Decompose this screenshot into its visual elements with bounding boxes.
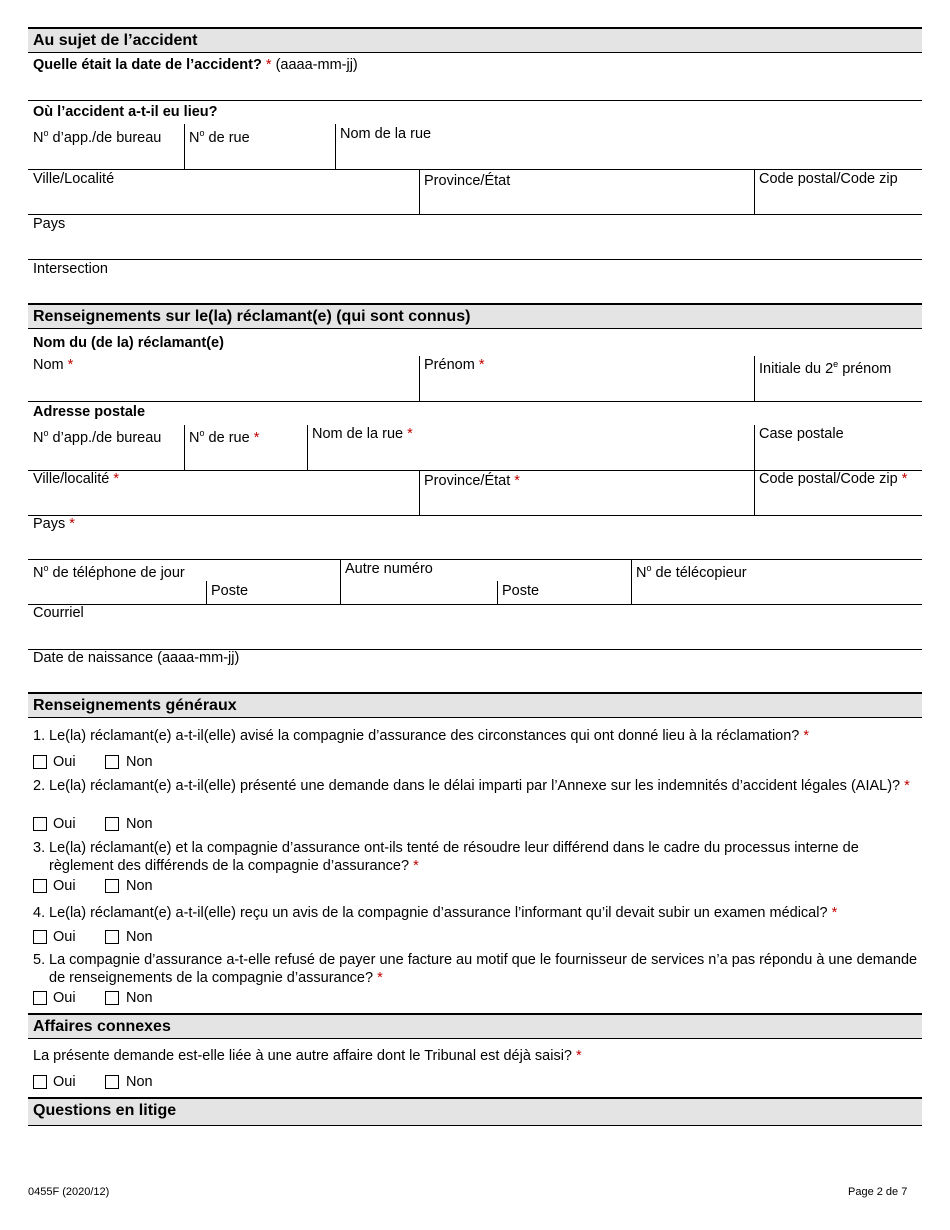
claimant-first-name-label: Prénom * <box>424 357 485 373</box>
q5-no-checkbox[interactable] <box>105 991 119 1005</box>
page-number: Page 2 de 7 <box>848 1186 908 1198</box>
related-yes-checkbox[interactable] <box>33 1075 47 1089</box>
accident-intersection-label: Intersection <box>33 261 108 277</box>
q2-yes-checkbox[interactable] <box>33 817 47 831</box>
q1-no-checkbox[interactable] <box>105 755 119 769</box>
claimant-dob-label: Date de naissance (aaaa-mm-jj) <box>33 650 240 666</box>
q3-yes-label: Oui <box>53 878 76 894</box>
q2-no-checkbox[interactable] <box>105 817 119 831</box>
section-header-claimant: Renseignements sur le(la) réclamant(e) (qui sont connus) <box>28 303 922 329</box>
related-yes-label: Oui <box>53 1074 76 1090</box>
general-question-4: 4. Le(la) réclamant(e) a-t-il(elle) reçu un avis de la compagnie d’assurance l’informant qu’il devait subir un examen médical? * <box>33 905 838 921</box>
q3-no-label: Non <box>126 878 153 894</box>
form-id: 0455F (2020/12) <box>28 1186 110 1198</box>
accident-apt-label: $N^o$ d’app./de bureau <box>33 128 162 146</box>
section-header-general: Renseignements généraux <box>28 692 922 718</box>
section-header-accident: Au sujet de l’accident <box>28 27 922 53</box>
claimant-name-label: Nom du (de la) réclamant(e) <box>33 335 224 351</box>
related-question: La présente demande est-elle liée à une autre affaire dont le Tribunal est déjà saisi? * <box>33 1048 582 1064</box>
claimant-email-label: Courriel <box>33 605 84 621</box>
related-no-checkbox[interactable] <box>105 1075 119 1089</box>
claimant-apt-label: $N^o$ d’app./de bureau <box>33 428 162 446</box>
q1-yes-checkbox[interactable] <box>33 755 47 769</box>
q2-yes-label: Oui <box>53 816 76 832</box>
q1-yes-label: Oui <box>53 754 76 770</box>
claimant-postal-label: Code postal/Code zip * <box>759 471 908 487</box>
q4-no-checkbox[interactable] <box>105 930 119 944</box>
q4-yes-label: Oui <box>53 929 76 945</box>
claimant-po-box-label: Case postale <box>759 426 844 442</box>
accident-street-no-label: $N^o$ de rue <box>189 128 250 146</box>
general-question-2: 2. Le(la) réclamant(e) a-t-il(elle) présenté une demande dans le délai imparti par l’Annexe sur les indemnités d’accident légales (AIAL)? * <box>33 778 910 794</box>
claimant-middle-initial-label: Initiale du 2e prénom <box>759 359 892 377</box>
section-header-issues: Questions en litige <box>28 1097 922 1126</box>
claimant-day-phone-label: $N^o$ de téléphone de jour <box>33 563 185 581</box>
section-header-related: Affaires connexes <box>28 1013 922 1039</box>
claimant-street-no-label: $N^o$ de rue * <box>189 428 260 446</box>
claimant-other-number-label: Autre numéro <box>345 561 433 577</box>
accident-location-label: Où l’accident a-t-il eu lieu? <box>33 104 218 120</box>
q5-yes-label: Oui <box>53 990 76 1006</box>
claimant-fax-label: $N^o$ de télécopieur <box>636 563 747 581</box>
claimant-address-label: Adresse postale <box>33 404 146 420</box>
claimant-city-label: Ville/localité * <box>33 471 119 487</box>
claimant-ext2-label: Poste <box>502 583 540 599</box>
claimant-street-name-label: Nom de la rue * <box>312 426 413 442</box>
accident-street-name-label: Nom de la rue <box>340 126 432 142</box>
q3-no-checkbox[interactable] <box>105 879 119 893</box>
q3-yes-checkbox[interactable] <box>33 879 47 893</box>
accident-province-label: Province/État <box>424 173 511 189</box>
accident-country-label: Pays <box>33 216 66 232</box>
accident-date-input[interactable] <box>28 76 922 100</box>
claimant-province-label: Province/État * <box>424 473 520 489</box>
q4-no-label: Non <box>126 929 153 945</box>
claimant-country-label: Pays * <box>33 516 75 532</box>
general-question-1: 1. Le(la) réclamant(e) a-t-il(elle) avisé la compagnie d’assurance des circonstances qui ont donné lieu à la réclamation? * <box>33 728 810 744</box>
claimant-last-name-label: Nom * <box>33 357 74 373</box>
q4-yes-checkbox[interactable] <box>33 930 47 944</box>
accident-postal-label: Code postal/Code zip <box>759 171 898 187</box>
q5-no-label: Non <box>126 990 153 1006</box>
accident-date-label: Quelle était la date de l’accident? * (aaaa-mm-jj) <box>33 57 358 73</box>
general-question-5: 5. La compagnie d’assurance a-t-elle refusé de payer une facture au motif que le fournisseur de services n’a pas répondu à une demande de renseignements de la compagnie d’assurance? * <box>33 952 918 986</box>
q5-yes-checkbox[interactable] <box>33 991 47 1005</box>
accident-city-label: Ville/Localité <box>33 171 115 187</box>
claimant-ext1-label: Poste <box>211 583 249 599</box>
q1-no-label: Non <box>126 754 153 770</box>
related-no-label: Non <box>126 1074 153 1090</box>
q2-no-label: Non <box>126 816 153 832</box>
general-question-3: 3. Le(la) réclamant(e) et la compagnie d’assurance ont-ils tenté de résoudre leur différend dans le cadre du processus interne de règlement des différends de la compagnie d’assurance? * <box>33 840 859 874</box>
